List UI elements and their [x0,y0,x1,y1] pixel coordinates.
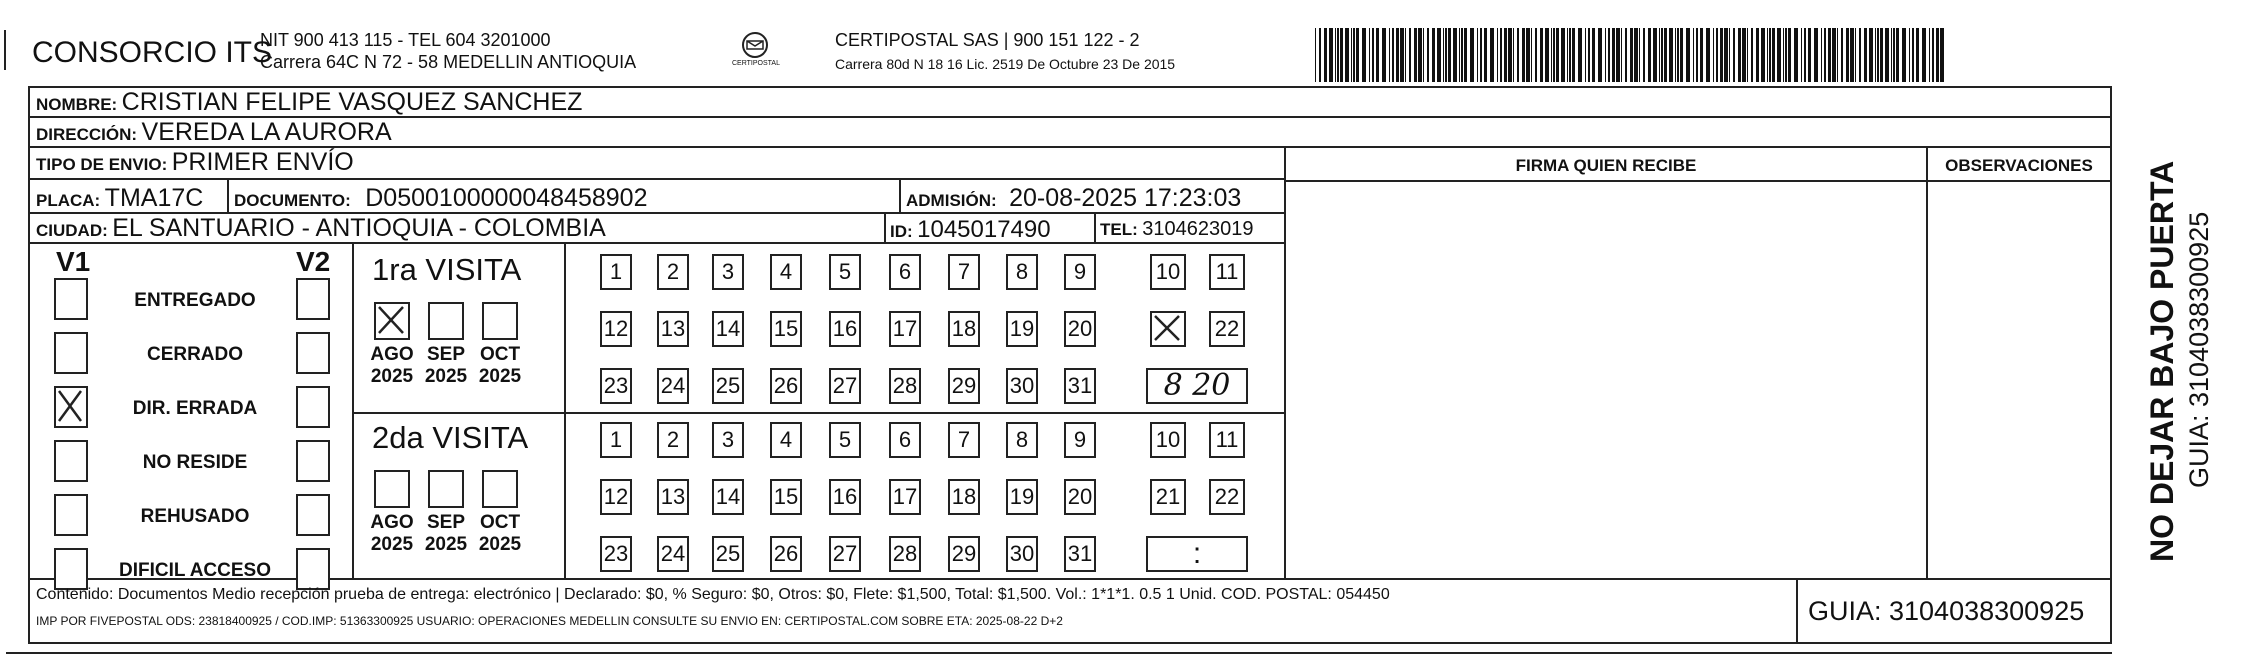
visit1-day-9[interactable]: 9 [1064,254,1096,290]
month-year: 2025 [424,366,468,387]
visit2-day-25[interactable]: 25 [712,536,744,572]
month-year: 2025 [424,534,468,555]
visit2-day-4[interactable]: 4 [770,422,802,458]
visit1-day-27[interactable]: 27 [829,368,861,404]
visit1-day-17[interactable]: 17 [889,311,921,347]
status-label-3: NO RESIDE [142,452,248,473]
visit2-day-19[interactable]: 19 [1006,479,1038,515]
visit1-day-28[interactable]: 28 [889,368,921,404]
visit2-day-8[interactable]: 8 [1006,422,1038,458]
visit1-day-6[interactable]: 6 [889,254,921,290]
visit2-day-6[interactable]: 6 [889,422,921,458]
certipostal-logo [732,30,778,74]
direccion-label: DIRECCIÓN: [36,125,138,144]
placa-divider [227,180,229,214]
visit2-day-30[interactable]: 30 [1006,536,1038,572]
visit2-day-24[interactable]: 24 [657,536,689,572]
v2-checkbox-4[interactable] [296,494,330,536]
month-name: SEP [426,512,466,533]
v1-checkbox-5[interactable] [54,548,88,590]
visit1-day-12[interactable]: 12 [600,311,632,347]
month-name: SEP [426,344,466,365]
month-year: 2025 [478,534,522,555]
v1-label: V1 [56,246,91,277]
documento-label: DOCUMENTO: [234,191,351,210]
visit2-day-20[interactable]: 20 [1064,479,1096,515]
documento-value: D0500100000048458902 [365,184,648,212]
header [0,0,2250,88]
visit1-month-checkbox-0[interactable] [374,302,410,340]
side-warning: NO DEJAR BAJO PUERTA [2144,160,2180,562]
visit1-day-19[interactable]: 19 [1006,311,1038,347]
visit1-month-label-0 [366,344,418,388]
visit1-day-5[interactable]: 5 [829,254,861,290]
placa-value: TMA17C [104,184,204,212]
month-name: OCT [479,344,521,365]
visit-divider-line [352,412,1284,414]
v2-checkbox-2[interactable] [296,386,330,428]
visit1-day-13[interactable]: 13 [657,311,689,347]
visit2-month-checkbox-0[interactable] [374,470,410,508]
footer-top-line [30,578,2110,580]
visit1-day-26[interactable]: 26 [770,368,802,404]
month-year: 2025 [370,534,414,555]
visit1-day-29[interactable]: 29 [948,368,980,404]
visit1-title: 1ra VISITA [372,252,522,287]
visit2-month-checkbox-1[interactable] [428,470,464,508]
admision-divider [899,180,901,214]
visit2-month-label-2 [474,512,526,556]
visit2-day-21[interactable]: 21 [1150,479,1186,515]
visit1-day-15[interactable]: 15 [770,311,802,347]
bottom-line [6,652,2112,654]
documento-field [234,184,647,213]
side-guia: GUIA: 3104038300925 [2184,211,2214,488]
nombre-row [30,88,2112,118]
visit1-time-box[interactable]: 8 20 [1146,368,1248,404]
observations-area[interactable] [1930,184,2108,576]
visit2-day-11[interactable]: 11 [1209,422,1245,458]
visit1-day-23[interactable]: 23 [600,368,632,404]
tel-value: 3104623019 [1142,218,1254,240]
tipo-label: TIPO DE ENVIO: [36,155,168,174]
v2-checkbox-1[interactable] [296,332,330,374]
visit1-day-20[interactable]: 20 [1064,311,1096,347]
x-mark-icon [56,388,86,426]
visit2-day-2[interactable]: 2 [657,422,689,458]
placa-label: PLACA: [36,191,101,210]
visit1-day-22[interactable]: 22 [1209,311,1245,347]
tipo-row [30,148,1285,180]
visit2-day-29[interactable]: 29 [948,536,980,572]
visit1-day-16[interactable]: 16 [829,311,861,347]
admision-field [906,184,1241,213]
carrier-address: Carrera 80d N 18 16 Lic. 2519 De Octubre 23 De 2015 [835,56,1176,72]
envelope-logo-icon [732,30,778,74]
visit2-day-9[interactable]: 9 [1064,422,1096,458]
visit1-day-2[interactable]: 2 [657,254,689,290]
visit2-day-16[interactable]: 16 [829,479,861,515]
company-address: Carrera 64C N 72 - 58 MEDELLIN ANTIOQUIA [260,52,637,72]
visit2-day-3[interactable]: 3 [712,422,744,458]
visit2-day-13[interactable]: 13 [657,479,689,515]
visit1-month-label-2 [474,344,526,388]
visit2-day-10[interactable]: 10 [1150,422,1186,458]
visit2-day-5[interactable]: 5 [829,422,861,458]
v1-checkbox-2[interactable] [54,386,88,428]
visit2-month-label-1 [420,512,472,556]
visit1-month-checkbox-1[interactable] [428,302,464,340]
status-label-4: REHUSADO [140,506,250,527]
footer-line1: Contenido: Documentos Medio recepción prueba de entrega: electrónico | Declarado: $0, % Seguro: $0, Otros: $0, Flete: $1,500, Total: $1,500. Vol.: 1*1*1. 0.5 1 Unid. COD. POSTAL: 054450 [36,586,1390,603]
v1-checkbox-1[interactable] [54,332,88,374]
ciudad-value: EL SANTUARIO - ANTIOQUIA - COLOMBIA [112,214,606,242]
x-mark-icon [1152,313,1184,345]
v1-checkbox-0[interactable] [54,278,88,320]
month-name: OCT [479,512,521,533]
tel-divider [1094,214,1096,244]
status-label-2: DIR. ERRADA [132,398,258,419]
id-value: 1045017490 [917,216,1051,243]
left-edge-line [4,30,6,70]
signature-left-line [1284,148,1286,578]
visit2-title: 2da VISITA [372,420,529,455]
tel-label: TEL: [1100,220,1138,239]
visit1-day-21[interactable] [1150,311,1186,347]
v1-checkbox-3[interactable] [54,440,88,482]
visit2-day-1[interactable]: 1 [600,422,632,458]
visit1-day-8[interactable]: 8 [1006,254,1038,290]
month-name: AGO [370,344,414,365]
visit2-day-26[interactable]: 26 [770,536,802,572]
carrier-info: CERTIPOSTAL SAS | 900 151 122 - 2 [835,30,1140,50]
visit1-day-30[interactable]: 30 [1006,368,1038,404]
admision-value: 20-08-2025 17:23:03 [1009,184,1242,212]
v2-checkbox-0[interactable] [296,278,330,320]
visit2-day-14[interactable]: 14 [712,479,744,515]
admision-label: ADMISIÓN: [906,191,997,210]
signature-area[interactable] [1288,184,1924,576]
status-label-0: ENTREGADO [134,290,256,311]
visit1-day-7[interactable]: 7 [948,254,980,290]
visit-panel-line [564,244,566,578]
status-panel-line [352,244,354,578]
v2-checkbox-5[interactable] [296,548,330,590]
direccion-row [30,118,2112,148]
visit2-day-23[interactable]: 23 [600,536,632,572]
month-year: 2025 [478,366,522,387]
visit2-day-18[interactable]: 18 [948,479,980,515]
company-name: CONSORCIO ITS [32,36,273,69]
visit2-day-15[interactable]: 15 [770,479,802,515]
visit1-day-10[interactable]: 10 [1150,254,1186,290]
visit2-day-27[interactable]: 27 [829,536,861,572]
observations-divider [1926,148,1928,578]
observations-header: OBSERVACIONES [1945,156,2093,175]
tel-field [1100,218,1253,241]
barcode [1315,28,1955,82]
signature-header: FIRMA QUIEN RECIBE [1515,156,1697,175]
status-label-5: DIFICIL ACCESO [118,560,271,581]
visit1-day-3[interactable]: 3 [712,254,744,290]
visit2-day-31[interactable]: 31 [1064,536,1096,572]
v1-checkbox-4[interactable] [54,494,88,536]
nombre-value: CRISTIAN FELIPE VASQUEZ SANCHEZ [121,88,583,116]
visit2-time-box[interactable]: : [1146,536,1248,572]
visit2-day-17[interactable]: 17 [889,479,921,515]
footer-line2: IMP POR FIVEPOSTAL ODS: 23818400925 / COD.IMP: 51363300925 USUARIO: OPERACIONES MEDELLIN CONSULTE SU ENVIO EN: CERTIPOSTAL.COM SOBRE ETA: 2025-08-22 D+2 [36,614,1063,628]
visit1-month-checkbox-2[interactable] [482,302,518,340]
visit1-day-1[interactable]: 1 [600,254,632,290]
footer-guia: GUIA: 3104038300925 [1808,596,2085,626]
company-nit: NIT 900 413 115 - TEL 604 3201000 [260,30,551,50]
visit1-day-14[interactable]: 14 [712,311,744,347]
visit1-day-11[interactable]: 11 [1209,254,1245,290]
id-label: ID: [890,222,913,241]
visit2-day-28[interactable]: 28 [889,536,921,572]
visit2-day-12[interactable]: 12 [600,479,632,515]
ciudad-row [30,214,1285,244]
month-name: AGO [370,512,414,533]
visit2-day-22[interactable]: 22 [1209,479,1245,515]
visit1-day-24[interactable]: 24 [657,368,689,404]
id-divider [884,214,886,244]
footer-guia-box [1796,578,1798,644]
ciudad-label: CIUDAD: [36,221,108,240]
visit2-day-7[interactable]: 7 [948,422,980,458]
nombre-label: NOMBRE: [36,95,118,114]
visit1-day-31[interactable]: 31 [1064,368,1096,404]
visit1-day-25[interactable]: 25 [712,368,744,404]
x-mark-icon [376,304,408,338]
month-year: 2025 [370,366,414,387]
id-field [890,216,1051,244]
status-label-1: CERRADO [146,344,244,365]
v2-checkbox-3[interactable] [296,440,330,482]
v2-label: V2 [296,246,331,277]
visit1-month-label-1 [420,344,472,388]
visit1-day-18[interactable]: 18 [948,311,980,347]
direccion-value: VEREDA LA AURORA [141,118,392,146]
visit2-month-checkbox-2[interactable] [482,470,518,508]
tipo-value: PRIMER ENVÍO [171,148,354,176]
visit2-month-label-0 [366,512,418,556]
signature-header-line [1284,180,2110,182]
logo-text: CERTIPOSTAL [732,60,780,67]
visit1-day-4[interactable]: 4 [770,254,802,290]
